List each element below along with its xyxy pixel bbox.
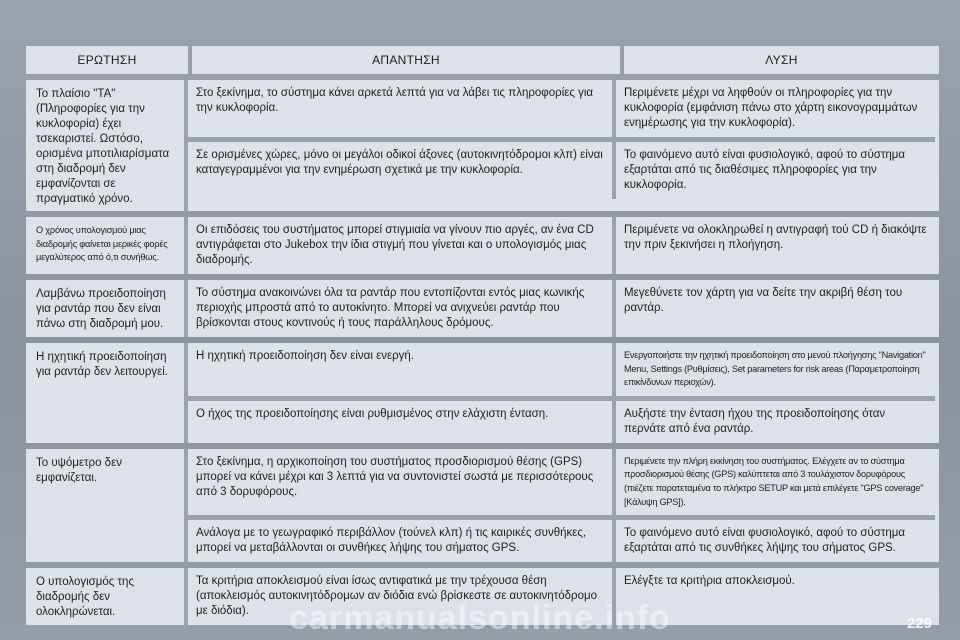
answer-cell: Το σύστημα ανακοινώνει όλα τα ραντάρ που εντοπίζονται εντός μιας κωνικής περιοχής μπροστά από το αυτοκίνητο. Μπορεί να ανιχνεύει ραντάρ που βρίσκονται στους κοντινούς ή τους παράλληλους δρόμους. xyxy=(188,280,616,337)
question-cell: Το πλαίσιο "TA" (Πληροφορίες για την κυκλοφορία) έχει τσεκαριστεί. Ωστόσο, ορισμένα μποτιλιαρίσματα στη διαδρομή δεν εμφανίζονται σε πραγματικό χρόνο. xyxy=(26,80,188,211)
question-group xyxy=(26,80,939,211)
answer-rows xyxy=(188,449,935,562)
question-cell: Ο υπολογισμός της διαδρομής δεν ολοκληρώνεται. xyxy=(26,568,188,625)
question-group xyxy=(26,449,939,562)
table-row xyxy=(188,217,935,274)
solution-cell: Ενεργοποιήστε την ηχητική προειδοποίηση στο μενού πλοήγησης "Navigation" Menu, Settings (Ρυθμίσεις), Set parameters for risk areas (Παραμετροποίηση επικίνδυνων περιοχών). xyxy=(624,350,926,388)
table-row xyxy=(188,449,935,515)
solution-cell: Ελέγξτε τα κριτήρια αποκλεισμού. xyxy=(624,575,795,588)
watermark-text: carmanualsonline.info xyxy=(289,599,671,637)
table-row xyxy=(188,343,935,396)
question-cell: Η ηχητική προειδοποίηση για ραντάρ δεν λειτουργεί. xyxy=(26,343,188,443)
answer-rows xyxy=(188,280,935,337)
question-cell: Ο χρόνος υπολογισμού μιας διαδρομής φαίνεται μερικές φορές μεγαλύτερος από ό,τι συνήθως. xyxy=(26,217,188,274)
table-row xyxy=(188,137,935,199)
page-number: 229 xyxy=(906,615,932,632)
table-row xyxy=(188,280,935,337)
header-solution: ΛΥΣΗ xyxy=(624,46,939,74)
answer-rows xyxy=(188,217,935,274)
answer-rows xyxy=(188,80,935,211)
answer-cell: Στο ξεκίνημα, το σύστημα κάνει αρκετά λεπτά για να λάβει τις πληροφορίες για την κυκλοφορία. xyxy=(188,80,616,137)
header-question: ΕΡΩΤΗΣΗ xyxy=(26,46,188,74)
question-group xyxy=(26,280,939,337)
solution-cell: Το φαινόμενο αυτό είναι φυσιολογικό, αφού το σύστημα εξαρτάται από τις συνθήκες λήψης του σήματος GPS. xyxy=(624,527,906,555)
answer-cell: Ανάλογα με το γεωγραφικό περιβάλλον (τούνελ κλπ) ή τις καιρικές συνθήκες, μπορεί να μεταβάλλονται οι συνθήκες λήψης του σήματος GPS. xyxy=(188,520,616,562)
answer-cell: Σε ορισμένες χώρες, μόνο οι μεγάλοι οδικοί άξονες (αυτοκινητόδρομοι κλπ) είναι καταγεγραμμένοι για την ενημέρωση σχετικά με την κυκλοφορία. xyxy=(188,142,616,199)
table-header xyxy=(26,46,939,74)
question-cell: Λαμβάνω προειδοποίηση για ραντάρ που δεν είναι πάνω στη διαδρομή μου. xyxy=(26,280,188,337)
solution-cell: Μεγεθύνετε τον χάρτη για να δείτε την ακριβή θέση του ραντάρ. xyxy=(624,287,903,314)
table-row xyxy=(188,396,935,443)
question-group xyxy=(26,343,939,443)
header-answer: ΑΠΑΝΤΗΣΗ xyxy=(192,46,620,74)
answer-rows xyxy=(188,343,935,443)
question-cell: Το υψόμετρο δεν εμφανίζεται. xyxy=(26,449,188,562)
solution-cell: Περιμένετε μέχρι να ληφθούν οι πληροφορίες για την κυκλοφορία (εμφάνιση πάνω στο χάρτη εικονογραμμάτων ενημέρωσης για την κυκλοφορία). xyxy=(624,87,918,129)
solution-cell: Περιμένετε την πλήρη εκκίνηση του συστήματος. Ελέγχετε αν το σύστημα προσδιορισμού θέσης (GPS) καλύπτεται από 3 τουλάχιστον δορυφόρους (πιέζετε παρατεταμένα το πλήκτρο SETUP και μετά επιλέγετε "GPS coverage" [Κάλυψη GPS]). xyxy=(624,455,924,507)
question-group xyxy=(26,217,939,274)
answer-cell: Τα κριτήρια αποκλεισμού είναι ίσως αντιφατικά με την τρέχουσα θέση (αποκλεισμός αυτοκινητόδρομων αν διόδια ενώ βρίσκεστε σε αυτοκινητόδρομο με διόδια). xyxy=(188,568,616,625)
solution-cell: Περιμένετε να ολοκληρωθεί η αντιγραφή τού CD ή διακόψτε την πριν ξεκινήσει η πλοήγηση. xyxy=(624,224,927,251)
solution-cell: Το φαινόμενο αυτό είναι φυσιολογικό, αφού το σύστημα εξαρτάται από τις διαθέσιμες πληροφορίες για την κυκλοφορία. xyxy=(624,149,906,191)
table-row xyxy=(188,80,935,137)
solution-cell: Αυξήστε την ένταση ήχου της προειδοποίησης όταν περνάτε από ένα ραντάρ. xyxy=(624,407,886,435)
troubleshooting-table xyxy=(26,46,939,631)
answer-cell: Στο ξεκίνημα, η αρχικοποίηση του συστήματος προσδιορισμού θέσης (GPS) μπορεί να κάνει μέχρι και 3 λεπτά για να συντονιστεί σωστά με περισσότερους από 3 δορυφόρους. xyxy=(188,449,616,515)
answer-cell: Η ηχητική προειδοποίηση δεν είναι ενεργή. xyxy=(188,343,616,396)
answer-cell: Ο ήχος της προειδοποίησης είναι ρυθμισμένος στην ελάχιστη ένταση. xyxy=(188,401,616,443)
answer-cell: Οι επιδόσεις του συστήματος μπορεί στιγμιαία να γίνουν πιο αργές, αν ένα CD αντιγράφεται στο Jukebox την ίδια στιγμή που γίνεται και ο υπολογισμός μιας διαδρομής. xyxy=(188,217,616,274)
table-row xyxy=(188,515,935,562)
